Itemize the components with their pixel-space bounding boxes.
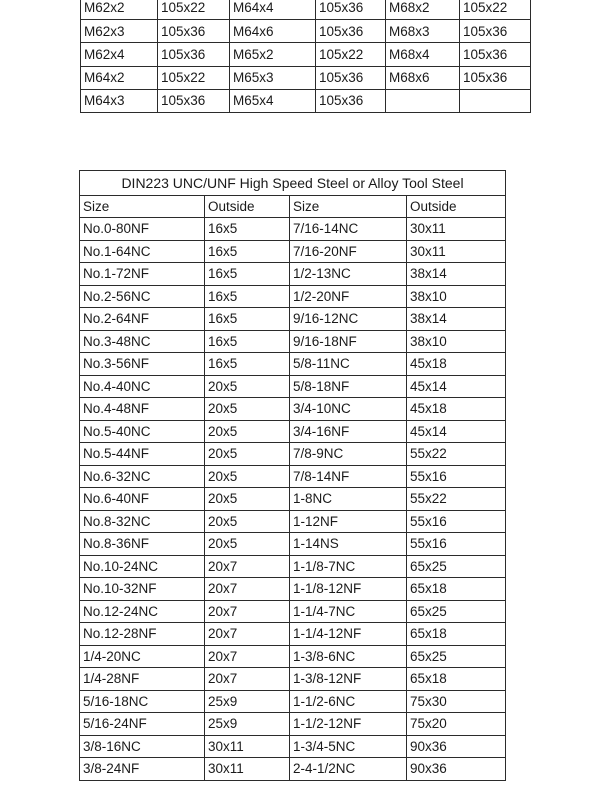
table-row (80, 600, 506, 623)
table-cell: 1-3/4-5NC (290, 735, 407, 758)
table-cell: 55x16 (407, 533, 506, 556)
table-cell: 55x22 (407, 443, 506, 466)
table-cell: 65x25 (407, 600, 506, 623)
table-cell: 1-3/8-6NC (290, 645, 407, 668)
table-cell: 5/16-24NF (80, 713, 205, 736)
table-cell: No.5-40NC (80, 420, 205, 443)
table-cell: No.3-48NC (80, 330, 205, 353)
table-cell: 105x22 (460, 0, 531, 20)
table-cell: No.0-80NF (80, 218, 205, 241)
table-cell: No.12-24NC (80, 600, 205, 623)
table-cell: No.8-32NC (80, 510, 205, 533)
column-header-size: Size (80, 196, 205, 218)
table-header-row (80, 196, 506, 218)
table-cell: 30x11 (205, 758, 290, 781)
table-row (80, 713, 506, 736)
table-cell: 38x14 (407, 308, 506, 331)
table-cell: 45x18 (407, 398, 506, 421)
table-cell: 7/16-14NC (290, 218, 407, 241)
table-cell (460, 89, 531, 112)
table-cell: 30x11 (205, 735, 290, 758)
table-cell: 16x5 (205, 263, 290, 286)
table-row (81, 89, 531, 112)
table-cell: 20x7 (205, 600, 290, 623)
table-cell: 105x36 (316, 0, 386, 20)
column-header-outside: Outside (205, 196, 290, 218)
table-cell: No.1-64NC (80, 240, 205, 263)
table-cell: 20x5 (205, 533, 290, 556)
table-cell: No.8-36NF (80, 533, 205, 556)
table-cell: 1-1/8-12NF (290, 578, 407, 601)
table-cell: 65x25 (407, 555, 506, 578)
table-row (80, 353, 506, 376)
table-cell: M64x3 (81, 89, 158, 112)
table-row (80, 330, 506, 353)
table-cell: No.10-24NC (80, 555, 205, 578)
table-cell: 9/16-18NF (290, 330, 407, 353)
table-cell: M68x4 (386, 43, 460, 66)
table-cell: 65x18 (407, 578, 506, 601)
table-cell: 1-1/8-7NC (290, 555, 407, 578)
table-cell: 16x5 (205, 353, 290, 376)
table-cell (386, 89, 460, 112)
table-cell: 3/4-16NF (290, 420, 407, 443)
table-cell: 55x22 (407, 488, 506, 511)
table-cell: 45x18 (407, 353, 506, 376)
table-cell: 20x7 (205, 645, 290, 668)
table-cell: No.1-72NF (80, 263, 205, 286)
table-cell: 105x36 (316, 66, 386, 89)
table-cell: 20x5 (205, 375, 290, 398)
table-row (80, 420, 506, 443)
table-cell: 1-8NC (290, 488, 407, 511)
table-cell: No.6-40NF (80, 488, 205, 511)
table-row (80, 690, 506, 713)
table-title-row (80, 171, 506, 196)
table-cell: No.12-28NF (80, 623, 205, 646)
table-cell: 65x18 (407, 623, 506, 646)
table-cell: M62x2 (81, 0, 158, 20)
table-cell: 1-14NS (290, 533, 407, 556)
table-row (80, 533, 506, 556)
table-cell: M62x3 (81, 20, 158, 43)
din-table-body (80, 218, 506, 781)
table-cell: 1-1/2-12NF (290, 713, 407, 736)
table-cell: 16x5 (205, 330, 290, 353)
table-cell: 75x20 (407, 713, 506, 736)
table-cell: M68x3 (386, 20, 460, 43)
table-row (81, 20, 531, 43)
table-cell: 45x14 (407, 375, 506, 398)
table-cell: 16x5 (205, 218, 290, 241)
table-cell: 105x36 (158, 43, 230, 66)
table-cell: 105x36 (158, 89, 230, 112)
column-header-outside: Outside (407, 196, 506, 218)
table-cell: M64x2 (81, 66, 158, 89)
table-cell: M65x2 (230, 43, 316, 66)
table-cell: No.2-56NC (80, 285, 205, 308)
table-cell: 38x10 (407, 330, 506, 353)
table-row (81, 0, 531, 20)
table-cell: No.2-64NF (80, 308, 205, 331)
table-row (80, 465, 506, 488)
table-cell: 105x36 (460, 43, 531, 66)
table-row (80, 308, 506, 331)
table-row (80, 443, 506, 466)
table-cell: 20x7 (205, 578, 290, 601)
table-cell: 1/4-28NF (80, 668, 205, 691)
table-row (81, 43, 531, 66)
table-cell: 55x16 (407, 465, 506, 488)
column-header-size: Size (290, 196, 407, 218)
table-cell: 20x5 (205, 510, 290, 533)
table-cell: 1-3/8-12NF (290, 668, 407, 691)
table-row (80, 488, 506, 511)
table-cell: 105x22 (158, 0, 230, 20)
table-row (80, 285, 506, 308)
table-cell: 5/8-11NC (290, 353, 407, 376)
table-cell: 3/4-10NC (290, 398, 407, 421)
table-row (80, 263, 506, 286)
metric-table-body (81, 0, 531, 112)
table-cell: 1/2-20NF (290, 285, 407, 308)
table-cell: 25x9 (205, 690, 290, 713)
table-row (80, 645, 506, 668)
table-cell: 1/4-20NC (80, 645, 205, 668)
table-cell: 7/16-20NF (290, 240, 407, 263)
table-cell: 65x25 (407, 645, 506, 668)
table-cell: M68x6 (386, 66, 460, 89)
table-cell: 30x11 (407, 240, 506, 263)
table-cell: 20x5 (205, 420, 290, 443)
table-row (80, 623, 506, 646)
table-cell: 105x36 (158, 20, 230, 43)
table-cell: 20x5 (205, 488, 290, 511)
table-cell: 2-4-1/2NC (290, 758, 407, 781)
table-row (81, 66, 531, 89)
table-cell: M62x4 (81, 43, 158, 66)
table-cell: 1-12NF (290, 510, 407, 533)
table-row (80, 375, 506, 398)
table-row (80, 398, 506, 421)
table-cell: 20x7 (205, 668, 290, 691)
table-cell: 5/8-18NF (290, 375, 407, 398)
table-cell: 16x5 (205, 308, 290, 331)
table-cell: No.6-32NC (80, 465, 205, 488)
table-cell: 25x9 (205, 713, 290, 736)
table-cell: 3/8-16NC (80, 735, 205, 758)
table-cell: M65x3 (230, 66, 316, 89)
table-cell: M65x4 (230, 89, 316, 112)
table-cell: 20x7 (205, 623, 290, 646)
table-row (80, 510, 506, 533)
table-row (80, 240, 506, 263)
table-cell: 20x5 (205, 443, 290, 466)
table-cell: No.3-56NF (80, 353, 205, 376)
table-cell: No.4-48NF (80, 398, 205, 421)
table-cell: No.10-32NF (80, 578, 205, 601)
table-row (80, 668, 506, 691)
table-cell: 20x7 (205, 555, 290, 578)
table-cell: 5/16-18NC (80, 690, 205, 713)
table-cell: 20x5 (205, 465, 290, 488)
table-cell: 3/8-24NF (80, 758, 205, 781)
table-cell: 9/16-12NC (290, 308, 407, 331)
table-cell: 1-1/4-7NC (290, 600, 407, 623)
din223-unc-unf-table (79, 170, 506, 781)
table-cell: 45x14 (407, 420, 506, 443)
table-cell: 55x16 (407, 510, 506, 533)
table-row (80, 555, 506, 578)
table-cell: 90x36 (407, 758, 506, 781)
table-cell: 105x36 (316, 20, 386, 43)
table-row (80, 735, 506, 758)
table-cell: 38x10 (407, 285, 506, 308)
table-cell: 1-1/2-6NC (290, 690, 407, 713)
table-cell: M64x4 (230, 0, 316, 20)
table-row (80, 758, 506, 781)
table-cell: M68x2 (386, 0, 460, 20)
table-cell: 30x11 (407, 218, 506, 241)
table-cell: 38x14 (407, 263, 506, 286)
table-cell: 105x36 (460, 20, 531, 43)
table-cell: 7/8-14NF (290, 465, 407, 488)
table-cell: 105x36 (460, 66, 531, 89)
table-cell: 20x5 (205, 398, 290, 421)
table-cell: 16x5 (205, 240, 290, 263)
table-cell: 75x30 (407, 690, 506, 713)
table-cell: 7/8-9NC (290, 443, 407, 466)
table-title: DIN223 UNC/UNF High Speed Steel or Alloy Tool Steel (80, 171, 506, 196)
table-cell: No.5-44NF (80, 443, 205, 466)
table-cell: 90x36 (407, 735, 506, 758)
table-cell: 1/2-13NC (290, 263, 407, 286)
table-cell: 1-1/4-12NF (290, 623, 407, 646)
table-cell: 16x5 (205, 285, 290, 308)
table-cell: M64x6 (230, 20, 316, 43)
table-row (80, 218, 506, 241)
table-cell: 105x36 (316, 89, 386, 112)
table-cell: No.4-40NC (80, 375, 205, 398)
table-cell: 105x22 (316, 43, 386, 66)
metric-die-size-table (80, 0, 531, 113)
table-row (80, 578, 506, 601)
table-cell: 105x22 (158, 66, 230, 89)
table-cell: 65x18 (407, 668, 506, 691)
